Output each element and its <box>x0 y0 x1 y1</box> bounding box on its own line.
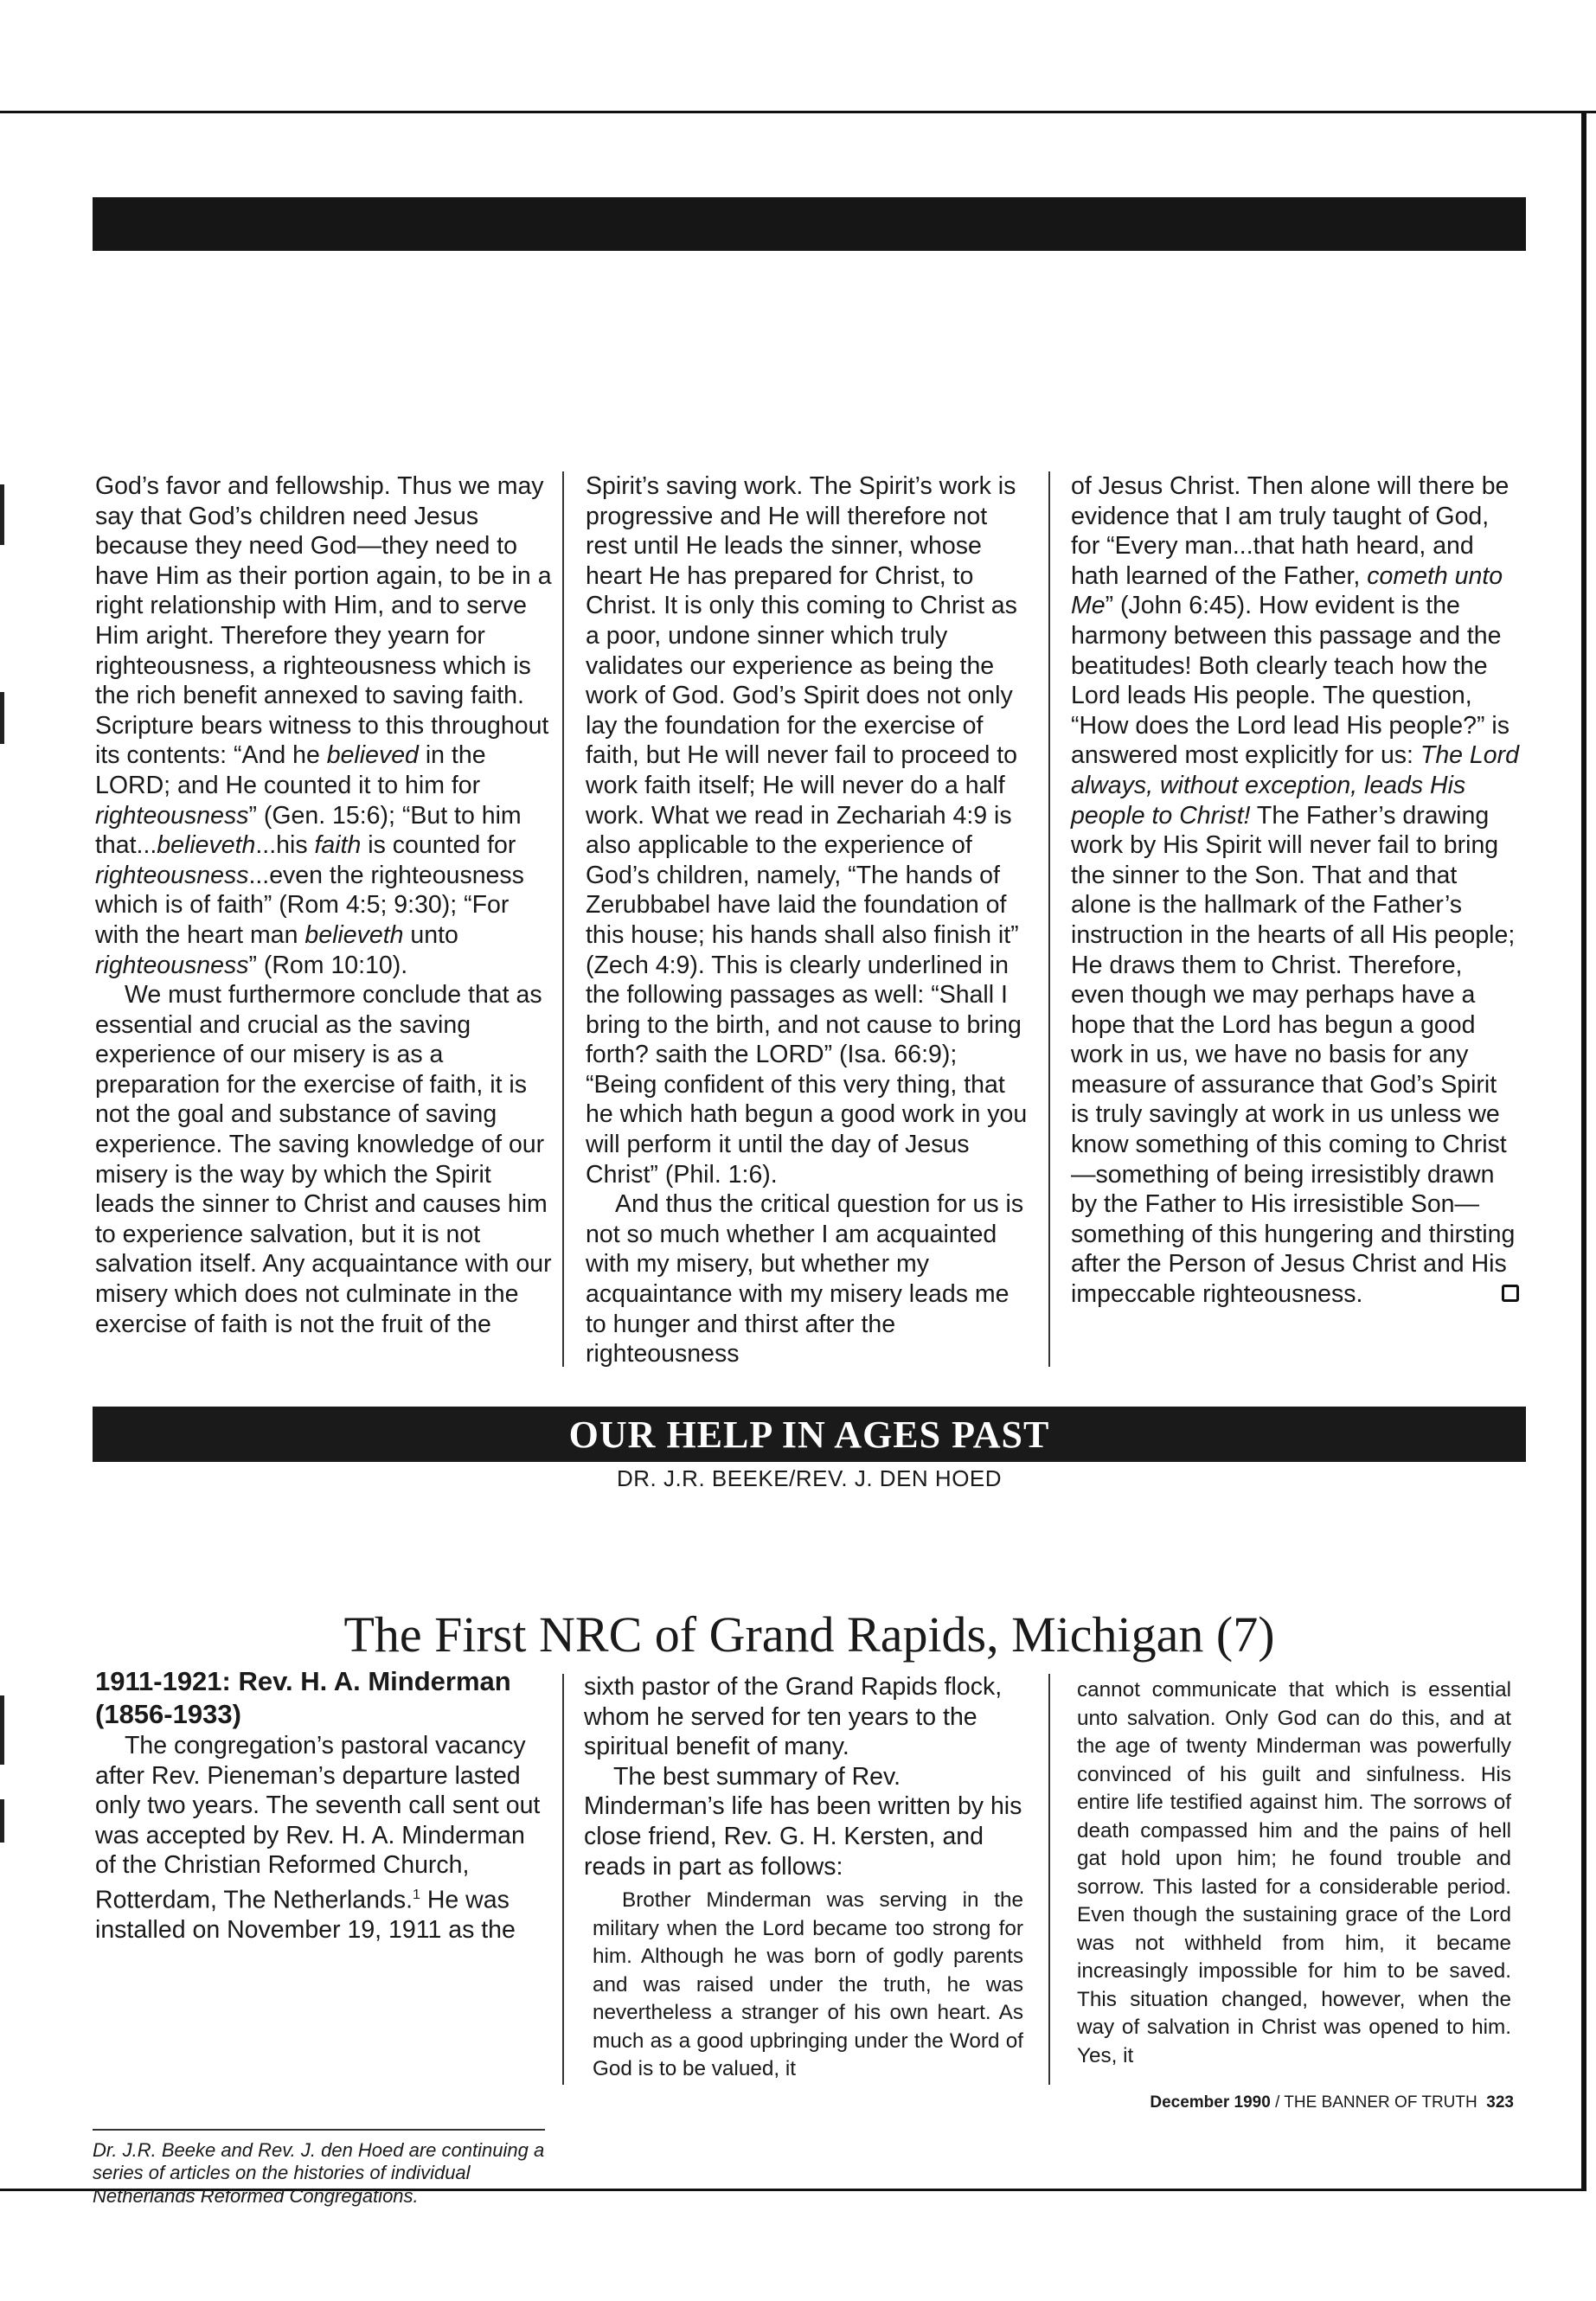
column-rule <box>1048 471 1050 1367</box>
italic-text: believed <box>326 741 419 770</box>
text-run: The Father’s drawing work by His Spirit will never fail to bring the sinner to the Son. That and that alone is the hallmark of the Father’s instruction in the hearts of all His people; He draws them to Christ. Therefore, even though we may perhaps have a hope that the Lord has begun a good work in us, we have no basis for any measure of assurance that God’s Spirit is truly savingly at work in us unless we know something of this coming to Christ—something of being irresistibly drawn by the Father to His irresistible Son—something of this hungering and thirsting after the Person of Jesus Christ and His impeccable righteousness. <box>1071 801 1516 1309</box>
paragraph: The congregation’s pastoral vacancy after Rev. Pieneman’s departure lasted only two years. The seventh call sent out was accepted by Rev. H. A. Minderman of the Christian Reformed Church, Rotterdam, The Netherlands.$^1$ He was installed on November 19, 1911 as the <box>95 1732 541 1945</box>
issue-date: December 1990 <box>1150 2093 1271 2112</box>
text-run: And thus the critical question for us is not so much whether I am acquainted with my misery, but whether my acquaintance with my misery leads me to hunger and thirst after the righteousness <box>586 1190 1024 1368</box>
text-run: ” (Rom 10:10). <box>248 951 408 979</box>
binding-mark <box>0 484 4 545</box>
section-title: OUR HELP IN AGES PAST <box>568 1413 1050 1456</box>
paragraph: sixth pastor of the Grand Rapids flock, whom he served for ten years to the spiritual benefit of many. <box>584 1673 1003 1761</box>
paragraph <box>586 471 1034 1189</box>
italic-text: cometh unto Me <box>1071 561 1503 620</box>
block-quote: Brother Minderman was serving in the military when the Lord became too strong for him. Although he was born of godly parents and was raised under the truth, he was nevertheless a stranger of his own heart. As much as a good upbringing under the Word of God is to be valued, it <box>593 1888 1023 2081</box>
text-run: Spirit’s saving work. The Spirit’s work is progressive and He will therefore not rest until He leads the sinner, whose heart He has prepared for Christ, to Christ. It is only this coming to Christ as a poor, undone sinner which truly validates our experience as being the work of God. God’s Spirit does not only lay the foundation for the exercise of faith, but He will never fail to proceed to work faith itself; He will never do a half work. What we read in Zechariah 4:9 is also applicable to the experience of God’s children, namely, “The hands of Zerubbabel have laid the foundation of this house; his hands shall also finish it” (Zech 4:9). This is clearly underlined in the following passages as well: “Shall I bring to the birth, and not cause to bring forth? saith the LORD” (Isa. 66:9); “Being confident of this very thing, that he which hath begun a good work in you will perform it until the day of Jesus Christ” (Phil. 1:6). <box>586 472 1028 1189</box>
upper-column-3 <box>1071 471 1519 1310</box>
footer-separator: / <box>1270 2093 1285 2112</box>
upper-column-2 <box>586 471 1034 1369</box>
column-rule <box>562 1674 564 2085</box>
top-rule <box>0 111 1596 113</box>
binding-mark <box>0 1695 4 1765</box>
lower-column-2 <box>584 1672 1034 2084</box>
text-run: ” (John 6:45). How evident is the harmony between this passage and the beatitudes! Both clearly teach how the Lord leads His people. The question, “How does the Lord lead His people?” is answered most explicitly for us: <box>1071 592 1509 770</box>
end-of-article-box-icon <box>1502 1285 1519 1302</box>
paragraph <box>95 980 552 1339</box>
section-subhead: 1911-1921: Rev. H. A. Minderman (1856-1933) <box>95 1666 511 1729</box>
text-run: We must furthermore conclude that as essential and crucial as the saving experience of our misery is as a preparation for the exercise of faith, it is not the goal and substance of saving experience. The saving knowledge of our misery is the way by which the Spirit leads the sinner to Christ and causes him to experience salvation, but it is not salvation itself. Any acquaintance with our misery which does not culminate in the exercise of faith is not the fruit of the <box>95 981 552 1338</box>
magazine-name: THE BANNER OF TRUTH <box>1284 2093 1477 2112</box>
italic-text: righteousness <box>95 861 249 889</box>
lower-column-1 <box>95 1665 545 1945</box>
header-banner <box>93 197 1526 251</box>
upper-column-1 <box>95 471 552 1339</box>
column-rule <box>1048 1674 1050 2085</box>
binding-mark <box>0 692 4 744</box>
right-page-edge <box>1581 111 1586 2191</box>
text-run: ” (Gen. 15:6); “But to him that... <box>95 801 522 860</box>
text-run: of Jesus Christ. Then alone will there be evidence that I am truly taught of God, for “Every man...that hath heard, and hath learned of the Father, <box>1071 472 1509 590</box>
paragraph: The best summary of Rev. Minderman’s life has been written by his close friend, Rev. G. H. Kersten, and reads in part as follows: <box>584 1762 1022 1881</box>
paragraph <box>586 1189 1034 1369</box>
binding-mark <box>0 1799 4 1843</box>
paragraph <box>1071 471 1519 1310</box>
text-run: ...even the righteousness which is of faith” (Rom 4:5; 9:30); “For with the heart man <box>95 861 524 949</box>
italic-text: righteousness <box>95 951 249 979</box>
text-run: unto <box>403 920 458 949</box>
byline: DR. J.R. BEEKE/REV. J. DEN HOED <box>616 1465 1003 1491</box>
text-run: ...his <box>255 831 315 860</box>
text-run: in the LORD; and He counted it to him for <box>95 741 486 799</box>
column-rule <box>562 471 564 1367</box>
article-headline: The First NRC of Grand Rapids, Michigan (7) <box>343 1606 1275 1663</box>
text-run: God’s favor and fellowship. Thus we may say that God’s children need Jesus because they need God—they need to have Him as their portion again, to be in a right relationship with Him, and to serve Him aright. Therefore they yearn for righteousness, a righteousness which is the rich benefit annexed to saving faith. Scripture bears witness to this throughout its contents: “And he <box>95 472 552 770</box>
footnote-reference: 1 <box>413 1887 420 1902</box>
paragraph <box>95 471 552 980</box>
lower-column-3-quote: cannot communicate that which is essential unto salvation. Only God can do this, and at the age of twenty Minderman was powerfully convinced of his guilt and sinfulness. His entire life testified against him. The sorrows of death compassed him and the pains of hell gat hold upon him; he found trouble and sorrow. This lasted for a considerable period. Even though the sustaining grace of the Lord was not withheld from him, it became increasingly impossible for him to be saved. This situation changed, however, when the way of salvation in Christ was opened to him. Yes, it <box>1077 1678 1511 2067</box>
italic-text: believeth <box>304 920 404 949</box>
author-footnote: Dr. J.R. Beeke and Rev. J. den Hoed are continuing a series of articles on the histories of individual Netherlands Reformed Congregations. <box>93 2139 545 2207</box>
italic-text: faith <box>314 831 362 860</box>
footnote-rule <box>93 2129 545 2131</box>
page-number: 323 <box>1486 2093 1514 2112</box>
italic-text: The Lord always, without exception, leads His people to Christ! <box>1071 741 1519 830</box>
italic-text: righteousness <box>95 801 249 830</box>
italic-text: believeth <box>157 831 256 860</box>
text-run: is counted for <box>361 831 516 860</box>
page-footer <box>1125 2093 1514 2112</box>
